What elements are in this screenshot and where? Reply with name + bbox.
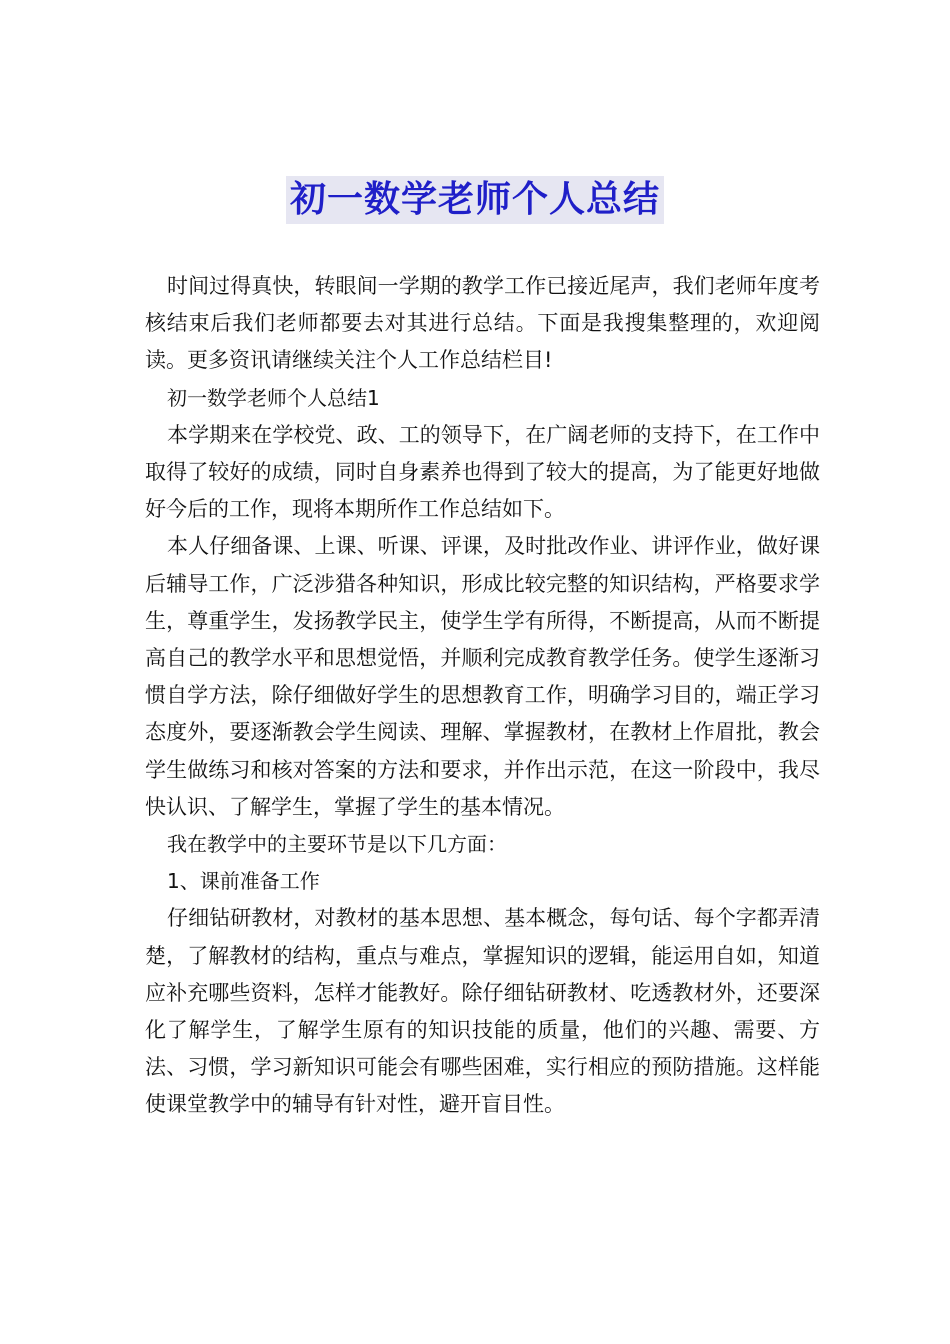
subsection-intro: 我在教学中的主要环节是以下几方面： (167, 832, 507, 857)
section-heading: 初一数学老师个人总结1 (167, 385, 380, 410)
body-paragraph: 仔细钻研教材，对教材的基本思想、基本概念，每句话、每个字都弄清楚，了解教材的结构，重点与难点，掌握知识的逻辑，能运用自如，知道应补充哪些资料，怎样才能教好。除仔细钻研教材、吃透教材外，还要深化了解学生，了解学生原有的知识技能的质量，他们的兴趣、需要、方法、习惯，学习新知识可能会有哪些困难，实行相应的预防措施。这样能使课堂教学中的辅导有针对性，避开盲目性。 (145, 906, 820, 1117)
document-body (145, 268, 820, 1124)
body-paragraph: 本人仔细备课、上课、听课、评课，及时批改作业、讲评作业，做好课后辅导工作，广泛涉猎各种知识，形成比较完整的知识结构，严格要求学生，尊重学生，发扬教学民主，使学生学有所得，不断提高，从而不断提高自己的教学水平和思想觉悟，并顺利完成教育教学任务。使学生逐渐习惯自学方法，除仔细做好学生的思想教育工作，明确学习目的，端正学习态度外，要逐渐教会学生阅读、理解、掌握教材，在教材上作眉批，教会学生做练习和核对答案的方法和要求，并作出示范，在这一阶段中，我尽快认识、了解学生，掌握了学生的基本情况。 (145, 534, 820, 819)
body-paragraph: 本学期来在学校党、政、工的领导下，在广阔老师的支持下，在工作中取得了较好的成绩，同时自身素养也得到了较大的提高，为了能更好地做好今后的工作，现将本期所作工作总结如下。 (145, 422, 820, 522)
intro-paragraph: 时间过得真快，转眼间一学期的教学工作已接近尾声，我们老师年度考核结束后我们老师都要去对其进行总结。下面是我搜集整理的，欢迎阅读。更多资讯请继续关注个人工作总结栏目! (145, 274, 820, 373)
title-container (0, 176, 950, 224)
document-title: 初一数学老师个人总结 (286, 176, 664, 224)
subsection-heading: 1、课前准备工作 (167, 869, 320, 894)
